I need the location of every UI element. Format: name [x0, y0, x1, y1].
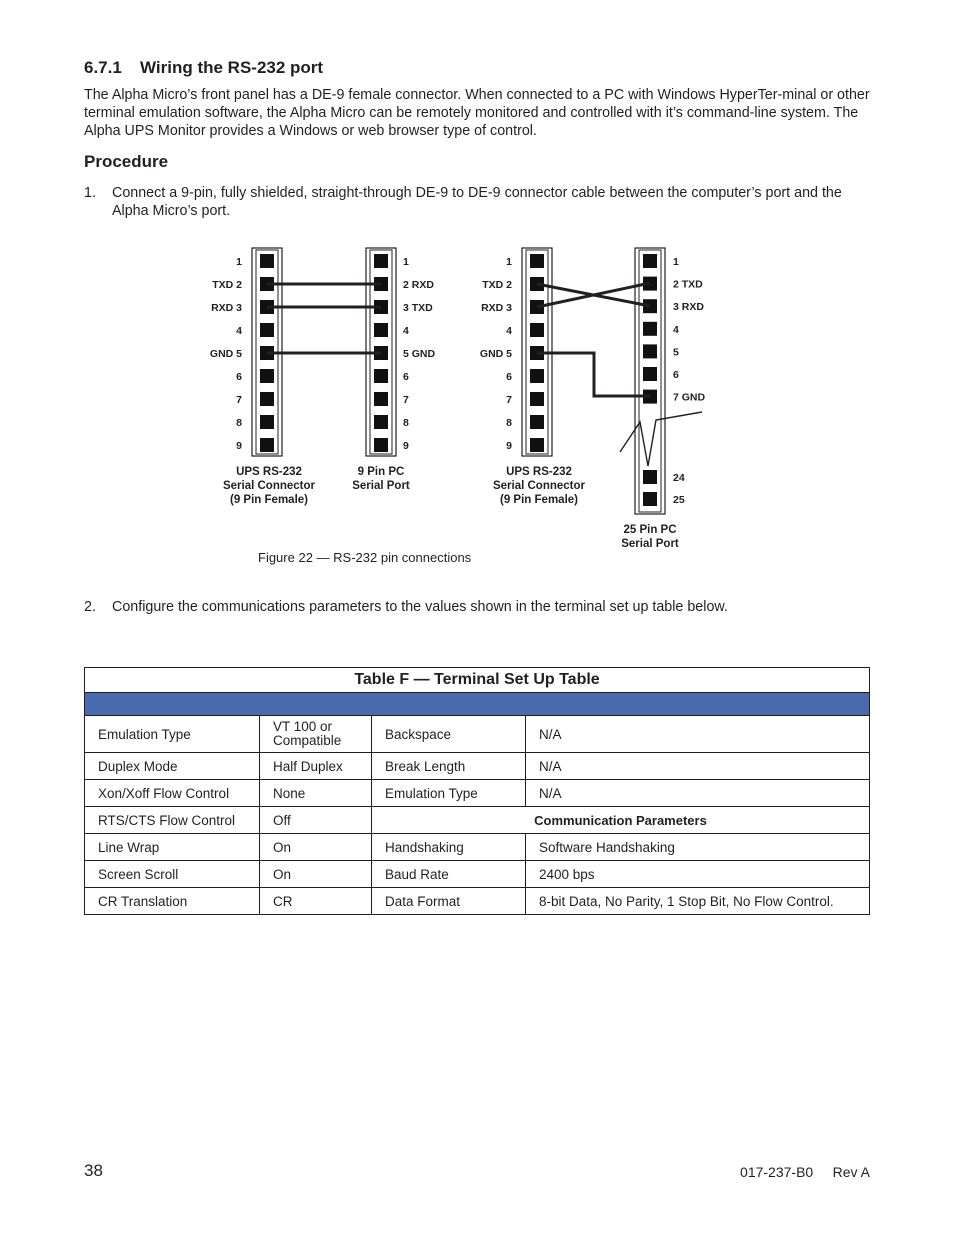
rs232-pin-diagram	[190, 240, 730, 550]
table-cell: 2400 bps	[526, 861, 870, 888]
connector-caption: Serial Port	[621, 538, 679, 550]
pin-label: 2 RXD	[403, 279, 434, 291]
step-1	[84, 184, 874, 220]
pin-label: 8	[236, 417, 242, 429]
pin-label: 24	[673, 472, 685, 484]
pin-label: 4	[403, 325, 409, 337]
connector-caption: (9 Pin Female)	[500, 494, 578, 506]
table-cell: None	[260, 780, 372, 807]
section-title: Wiring the RS-232 port	[140, 58, 324, 77]
table-cell: VT 100 or Compatible	[260, 716, 372, 753]
pin-label: TXD 2	[482, 279, 512, 291]
pin	[374, 323, 388, 337]
pin	[643, 470, 657, 484]
pin-label: 5	[673, 346, 679, 359]
pin	[530, 369, 544, 383]
figure-caption: Figure 22 — RS-232 pin connections	[258, 550, 472, 565]
table-cell: On	[260, 861, 372, 888]
pin-label: 7 GND	[673, 391, 706, 404]
step-number: 2.	[84, 599, 96, 615]
connector-caption: UPS RS-232	[236, 466, 302, 478]
table-cell: N/A	[526, 716, 870, 753]
table-cell: Line Wrap	[85, 834, 260, 861]
connector-caption: UPS RS-232	[506, 466, 572, 478]
document-id: 017-237-B0 Rev A	[740, 1164, 870, 1180]
pin	[643, 322, 657, 336]
pin-label: 1	[236, 256, 242, 268]
pin	[260, 415, 274, 429]
pin-label: 3 RXD	[673, 301, 704, 314]
pin	[530, 254, 544, 268]
pin-label: 25	[673, 494, 685, 506]
pin-label: 6	[673, 369, 679, 381]
table-row	[85, 753, 870, 780]
table-cell: Data Format	[372, 888, 526, 915]
table-row	[85, 888, 870, 915]
connector-caption: 25 Pin PC	[623, 524, 677, 536]
table-cell: Baud Rate	[372, 861, 526, 888]
pin-label: 9	[236, 440, 242, 452]
pin	[643, 344, 657, 358]
procedure-heading: Procedure	[84, 152, 169, 171]
pin-label: 2 TXD	[673, 278, 703, 291]
table-cell: Emulation Type	[85, 716, 260, 753]
step-2	[84, 598, 874, 616]
pin-label: 8	[506, 417, 512, 429]
table-cell: N/A	[526, 780, 870, 807]
table-header-band	[85, 693, 870, 716]
pin	[260, 254, 274, 268]
pin-label: RXD 3	[481, 302, 512, 314]
table-cell: Backspace	[372, 716, 526, 753]
step-number: 1.	[84, 185, 96, 201]
pin-label: RXD 3	[211, 302, 242, 314]
pin	[530, 323, 544, 337]
pin-label: 8	[403, 417, 409, 429]
table-cell: CR Translation	[85, 888, 260, 915]
table-cell: Emulation Type	[372, 780, 526, 807]
table-cell: Half Duplex	[260, 753, 372, 780]
pin	[260, 438, 274, 452]
pin	[643, 492, 657, 506]
connector-caption: 9 Pin PC	[357, 466, 405, 478]
pin-label: 4	[236, 325, 242, 337]
pin	[374, 415, 388, 429]
table-row	[85, 834, 870, 861]
pin-label: 7	[236, 394, 242, 406]
pin-label: GND 5	[209, 348, 242, 360]
table-cell: On	[260, 834, 372, 861]
section-number: 6.7.1	[84, 58, 122, 77]
pin-label: 9	[403, 440, 409, 452]
pin	[374, 254, 388, 268]
pin	[530, 392, 544, 406]
pin-label: 1	[673, 256, 679, 268]
pin-label: 1	[506, 256, 512, 268]
wire-gnd-route	[537, 353, 650, 396]
intro-paragraph: The Alpha Micro’s front panel has a DE-9 female connector. When connected to a PC with Windows HyperTer-minal or other terminal emulation software, the Alpha Micro can be remotely monitored and controlled with it’s command-line system. The Alpha UPS Monitor provides a Windows or web browser type of control.	[84, 87, 870, 139]
pin-label: 4	[673, 323, 679, 336]
pin	[530, 438, 544, 452]
pin	[643, 367, 657, 381]
terminal-setup-table	[84, 667, 870, 915]
communication-parameters-header: Communication Parameters	[372, 807, 870, 834]
pin	[643, 254, 657, 268]
connector-caption: (9 Pin Female)	[230, 494, 308, 506]
pin-label: 5 GND	[403, 348, 436, 360]
pin-labels	[210, 256, 706, 550]
table-cell: Break Length	[372, 753, 526, 780]
table-row	[85, 780, 870, 807]
table-row	[85, 807, 870, 834]
pin	[260, 323, 274, 337]
section-heading	[84, 58, 323, 78]
connector-caption: Serial Connector	[222, 480, 316, 492]
table-cell: 8-bit Data, No Parity, 1 Stop Bit, No Flow Control.	[526, 888, 870, 915]
step-text: Configure the communications parameters to the values shown in the terminal set up table below.	[112, 599, 728, 615]
pin	[374, 369, 388, 383]
pin-label: TXD 2	[212, 279, 242, 291]
pin	[374, 438, 388, 452]
table-title: Table F — Terminal Set Up Table	[85, 668, 870, 693]
table-cell: CR	[260, 888, 372, 915]
pin-label: 6	[506, 371, 512, 383]
table-row	[85, 861, 870, 888]
table-cell: Xon/Xoff Flow Control	[85, 780, 260, 807]
connector-bodies	[252, 248, 665, 514]
pin	[260, 392, 274, 406]
connector-caption: Serial Connector	[492, 480, 586, 492]
pin-label: 9	[506, 440, 512, 452]
table-cell: RTS/CTS Flow Control	[85, 807, 260, 834]
page-number: 38	[84, 1161, 103, 1180]
pin-label: 6	[403, 371, 409, 383]
table-cell: Off	[260, 807, 372, 834]
table-cell: Software Handshaking	[526, 834, 870, 861]
pin-label: 1	[403, 256, 409, 268]
pin-label: 6	[236, 371, 242, 383]
pin	[260, 369, 274, 383]
table-cell: Duplex Mode	[85, 753, 260, 780]
table-cell: Handshaking	[372, 834, 526, 861]
pin-label: 3 TXD	[403, 302, 433, 314]
connector-caption: Serial Port	[352, 480, 410, 492]
pin-label: GND 5	[479, 348, 512, 360]
table-row	[85, 716, 870, 753]
pin	[530, 415, 544, 429]
table-cell: Screen Scroll	[85, 861, 260, 888]
step-text: Connect a 9-pin, fully shielded, straight-through DE-9 to DE-9 connector cable between the computer’s port and the Alpha Micro’s port.	[112, 185, 842, 219]
table-cell: N/A	[526, 753, 870, 780]
pin-label: 7	[403, 394, 409, 406]
pin-label: 7	[506, 394, 512, 406]
pin	[374, 392, 388, 406]
pin-label: 4	[506, 325, 512, 337]
